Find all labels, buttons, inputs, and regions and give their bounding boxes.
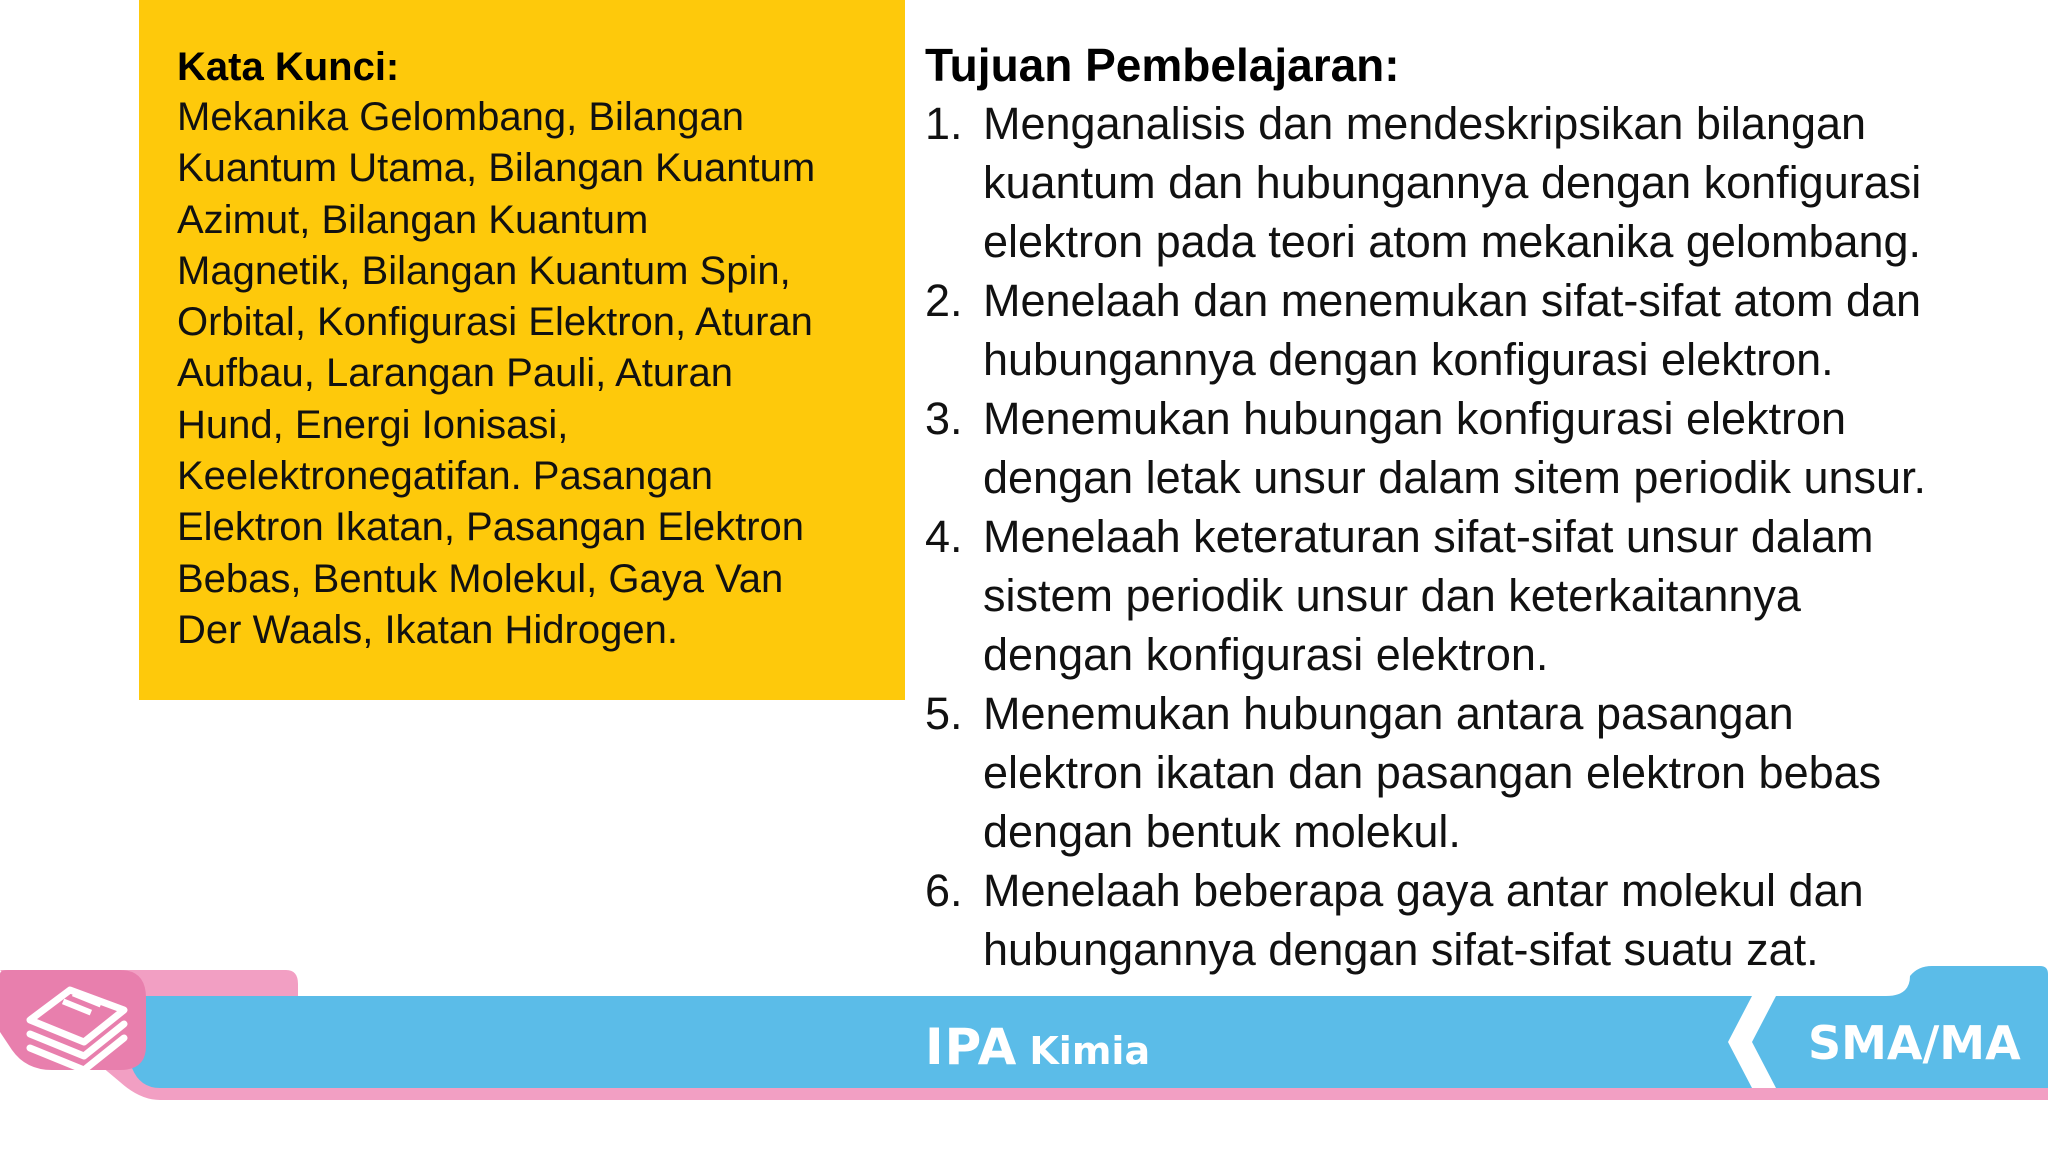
objective-line: hubungannya dengan konfigurasi elektron. xyxy=(983,334,1834,385)
keywords-box xyxy=(139,0,905,700)
objectives-title: Tujuan Pembelajaran: xyxy=(925,39,1400,91)
book-stack-icon xyxy=(22,978,132,1078)
objective-line: Menemukan hubungan antara pasangan xyxy=(983,688,1794,739)
keywords-line: Hund, Energi Ionisasi, xyxy=(177,402,569,447)
footer-banner xyxy=(0,960,2048,1152)
keywords-line: Der Waals, Ikatan Hidrogen. xyxy=(177,607,678,652)
objective-number: 1. xyxy=(925,98,963,149)
keywords-line: Magnetik, Bilangan Kuantum Spin, xyxy=(177,248,791,293)
keywords-text xyxy=(177,92,867,656)
objective-line: Menelaah beberapa gaya antar molekul dan xyxy=(983,865,1864,916)
objective-line: sistem periodik unsur dan keterkaitannya xyxy=(983,570,1801,621)
objective-number: 3. xyxy=(925,393,963,444)
objective-number: 5. xyxy=(925,688,963,739)
objective-line: Menelaah keteraturan sifat-sifat unsur dalam xyxy=(983,511,1874,562)
school-level: SMA/MA xyxy=(1808,1016,2021,1070)
objective-line: dengan letak unsur dalam sitem periodik unsur. xyxy=(983,452,1927,503)
keywords-line: Bebas, Bentuk Molekul, Gaya Van xyxy=(177,556,784,601)
keywords-line: Orbital, Konfigurasi Elektron, Aturan xyxy=(177,300,813,345)
learning-objectives xyxy=(925,36,2035,979)
keywords-line: Aufbau, Larangan Pauli, Aturan xyxy=(177,351,733,396)
objective-item xyxy=(925,94,2035,271)
objective-number: 6. xyxy=(925,865,963,916)
keywords-line: Mekanika Gelombang, Bilangan xyxy=(177,95,745,139)
objective-line: elektron ikatan dan pasangan elektron bebas xyxy=(983,747,1882,798)
objective-number: 2. xyxy=(925,275,963,326)
keywords-line: Azimut, Bilangan Kuantum xyxy=(177,197,649,242)
keywords-line: Keelektronegatifan. Pasangan xyxy=(177,454,713,499)
objective-item xyxy=(925,389,2035,507)
objective-line: Menelaah dan menemukan sifat-sifat atom dan xyxy=(983,275,1922,326)
objective-line: elektron pada teori atom mekanika gelombang. xyxy=(983,216,1922,267)
footer-subject xyxy=(925,1018,1150,1076)
objective-item xyxy=(925,271,2035,389)
objective-line: Menemukan hubungan konfigurasi elektron xyxy=(983,393,1847,444)
objective-line: hubungannya dengan sifat-sifat suatu zat. xyxy=(983,924,1819,975)
keywords-line: Elektron Ikatan, Pasangan Elektron xyxy=(177,505,805,550)
objective-item xyxy=(925,507,2035,684)
subject-sub: Kimia xyxy=(1029,1029,1151,1073)
keywords-title: Kata Kunci: xyxy=(177,45,400,89)
objective-line: Menganalisis dan mendeskripsikan bilangan xyxy=(983,98,1867,149)
objective-line: dengan bentuk molekul. xyxy=(983,806,1461,857)
keywords-line: Kuantum Utama, Bilangan Kuantum xyxy=(177,146,816,191)
subject-main: IPA xyxy=(925,1018,1018,1076)
objectives-list xyxy=(925,94,2035,979)
objective-item xyxy=(925,684,2035,861)
objective-line: dengan konfigurasi elektron. xyxy=(983,629,1549,680)
objective-number: 4. xyxy=(925,511,963,562)
objective-line: kuantum dan hubungannya dengan konfigurasi xyxy=(983,157,1922,208)
